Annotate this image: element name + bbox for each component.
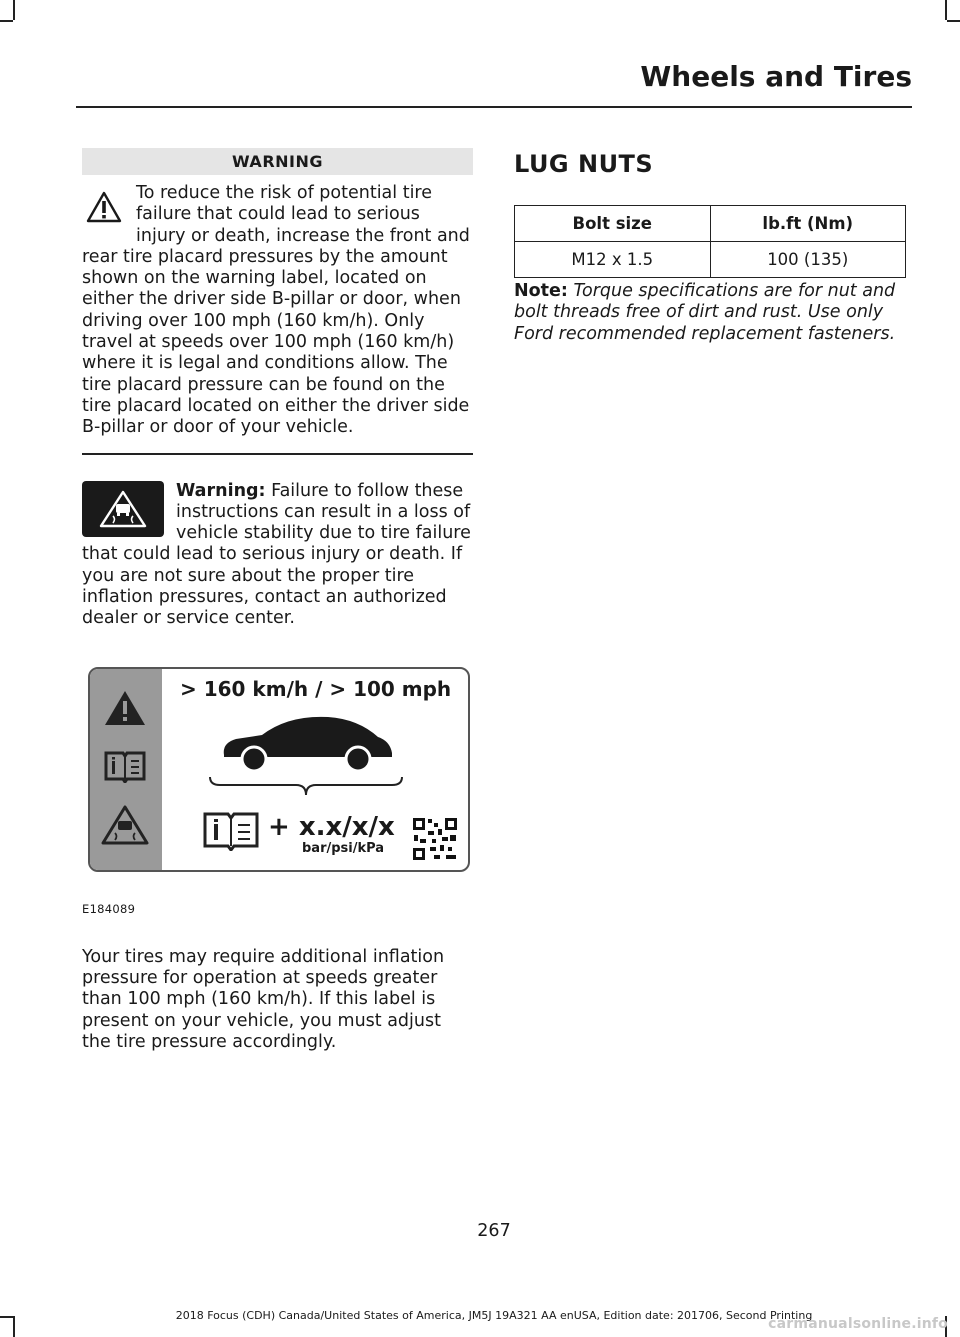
table-row — [515, 242, 906, 278]
stability-warning — [82, 481, 473, 630]
exclamation-triangle-icon — [103, 689, 147, 727]
exclamation-triangle-icon — [86, 191, 122, 223]
crop-mark — [0, 20, 13, 22]
note-label: Note: — [514, 281, 568, 301]
qr-code-icon — [412, 817, 458, 861]
stability-warning-label: Warning: — [176, 480, 266, 501]
note-text: Torque specifications are for nut and bolt threads free of dirt and rust. Use only Ford recommended replacement fasteners. — [514, 281, 896, 344]
tire-label-figure — [82, 667, 473, 873]
crop-mark — [947, 20, 960, 22]
column-header-torque: lb.ft (Nm) — [710, 206, 906, 242]
warning-heading: WARNING — [82, 148, 473, 175]
table-cell-torque: 100 (135) — [710, 242, 906, 278]
stability-warning-text: Failure to follow these instructions can result in a loss of vehicle stability due to tire failure that could lead to serious injury or death. If you are not sure about the proper tire inflation pressures, contact an authorized dealer or service center. — [82, 480, 471, 629]
right-column — [514, 148, 906, 345]
page-footer: 2018 Focus (CDH) Canada/United States of America, JM5J 19A321 AA enUSA, Edition date: 201706, Second Printing — [175, 1309, 813, 1322]
watermark-text: carmanualsonline.info — [768, 1316, 948, 1332]
stability-control-icon — [82, 481, 164, 537]
crop-mark — [13, 0, 15, 20]
page-header — [0, 60, 912, 93]
figure-code: E184089 — [82, 901, 136, 916]
speed-threshold-text: > 160 km/h / > 100 mph — [180, 676, 452, 701]
page-title: Wheels and Tires — [640, 60, 912, 93]
tire-label-card — [88, 667, 470, 872]
manual-book-icon — [103, 749, 147, 783]
header-rule — [76, 106, 912, 108]
left-column — [82, 148, 473, 1053]
warning-text: To reduce the risk of potential tire failure that could lead to serious injury or death, increase the front and rear tire placard pressures by the amount shown on the warning label, located on either the driver side B-pillar or door, when driving over 100 mph (160 km/h). Only travel at speeds over 100 mph (160 km/h) where it is legal and conditions allow. The tire placard pressure can be found on the tire placard located on either the driver side B-pillar or door of your vehicle. — [82, 183, 470, 438]
pressure-increase-text: + x.x/x/x — [268, 811, 395, 842]
label-icon-strip — [90, 669, 162, 870]
pressure-units-text: bar/psi/kPa — [302, 840, 385, 856]
manual-book-icon — [202, 809, 260, 851]
page-number: 267 — [477, 1221, 511, 1241]
crop-mark — [945, 0, 947, 20]
stability-control-icon — [101, 805, 149, 845]
lug-nut-torque-table — [514, 205, 906, 278]
warning-block — [82, 183, 473, 439]
bracket-icon — [208, 775, 404, 797]
car-silhouette-icon — [218, 711, 396, 775]
table-cell-bolt-size: M12 x 1.5 — [515, 242, 711, 278]
inflation-paragraph: Your tires may require additional inflation pressure for operation at speeds greater than 100 mph (160 km/h). If this label is present on your vehicle, you must adjust the tire pressure accordingly. — [82, 946, 445, 1052]
column-header-bolt-size: Bolt size — [515, 206, 711, 242]
section-heading-lug-nuts: LUG NUTS — [514, 150, 654, 178]
table-header-row — [515, 206, 906, 242]
torque-note — [514, 281, 906, 345]
section-divider — [82, 453, 473, 455]
